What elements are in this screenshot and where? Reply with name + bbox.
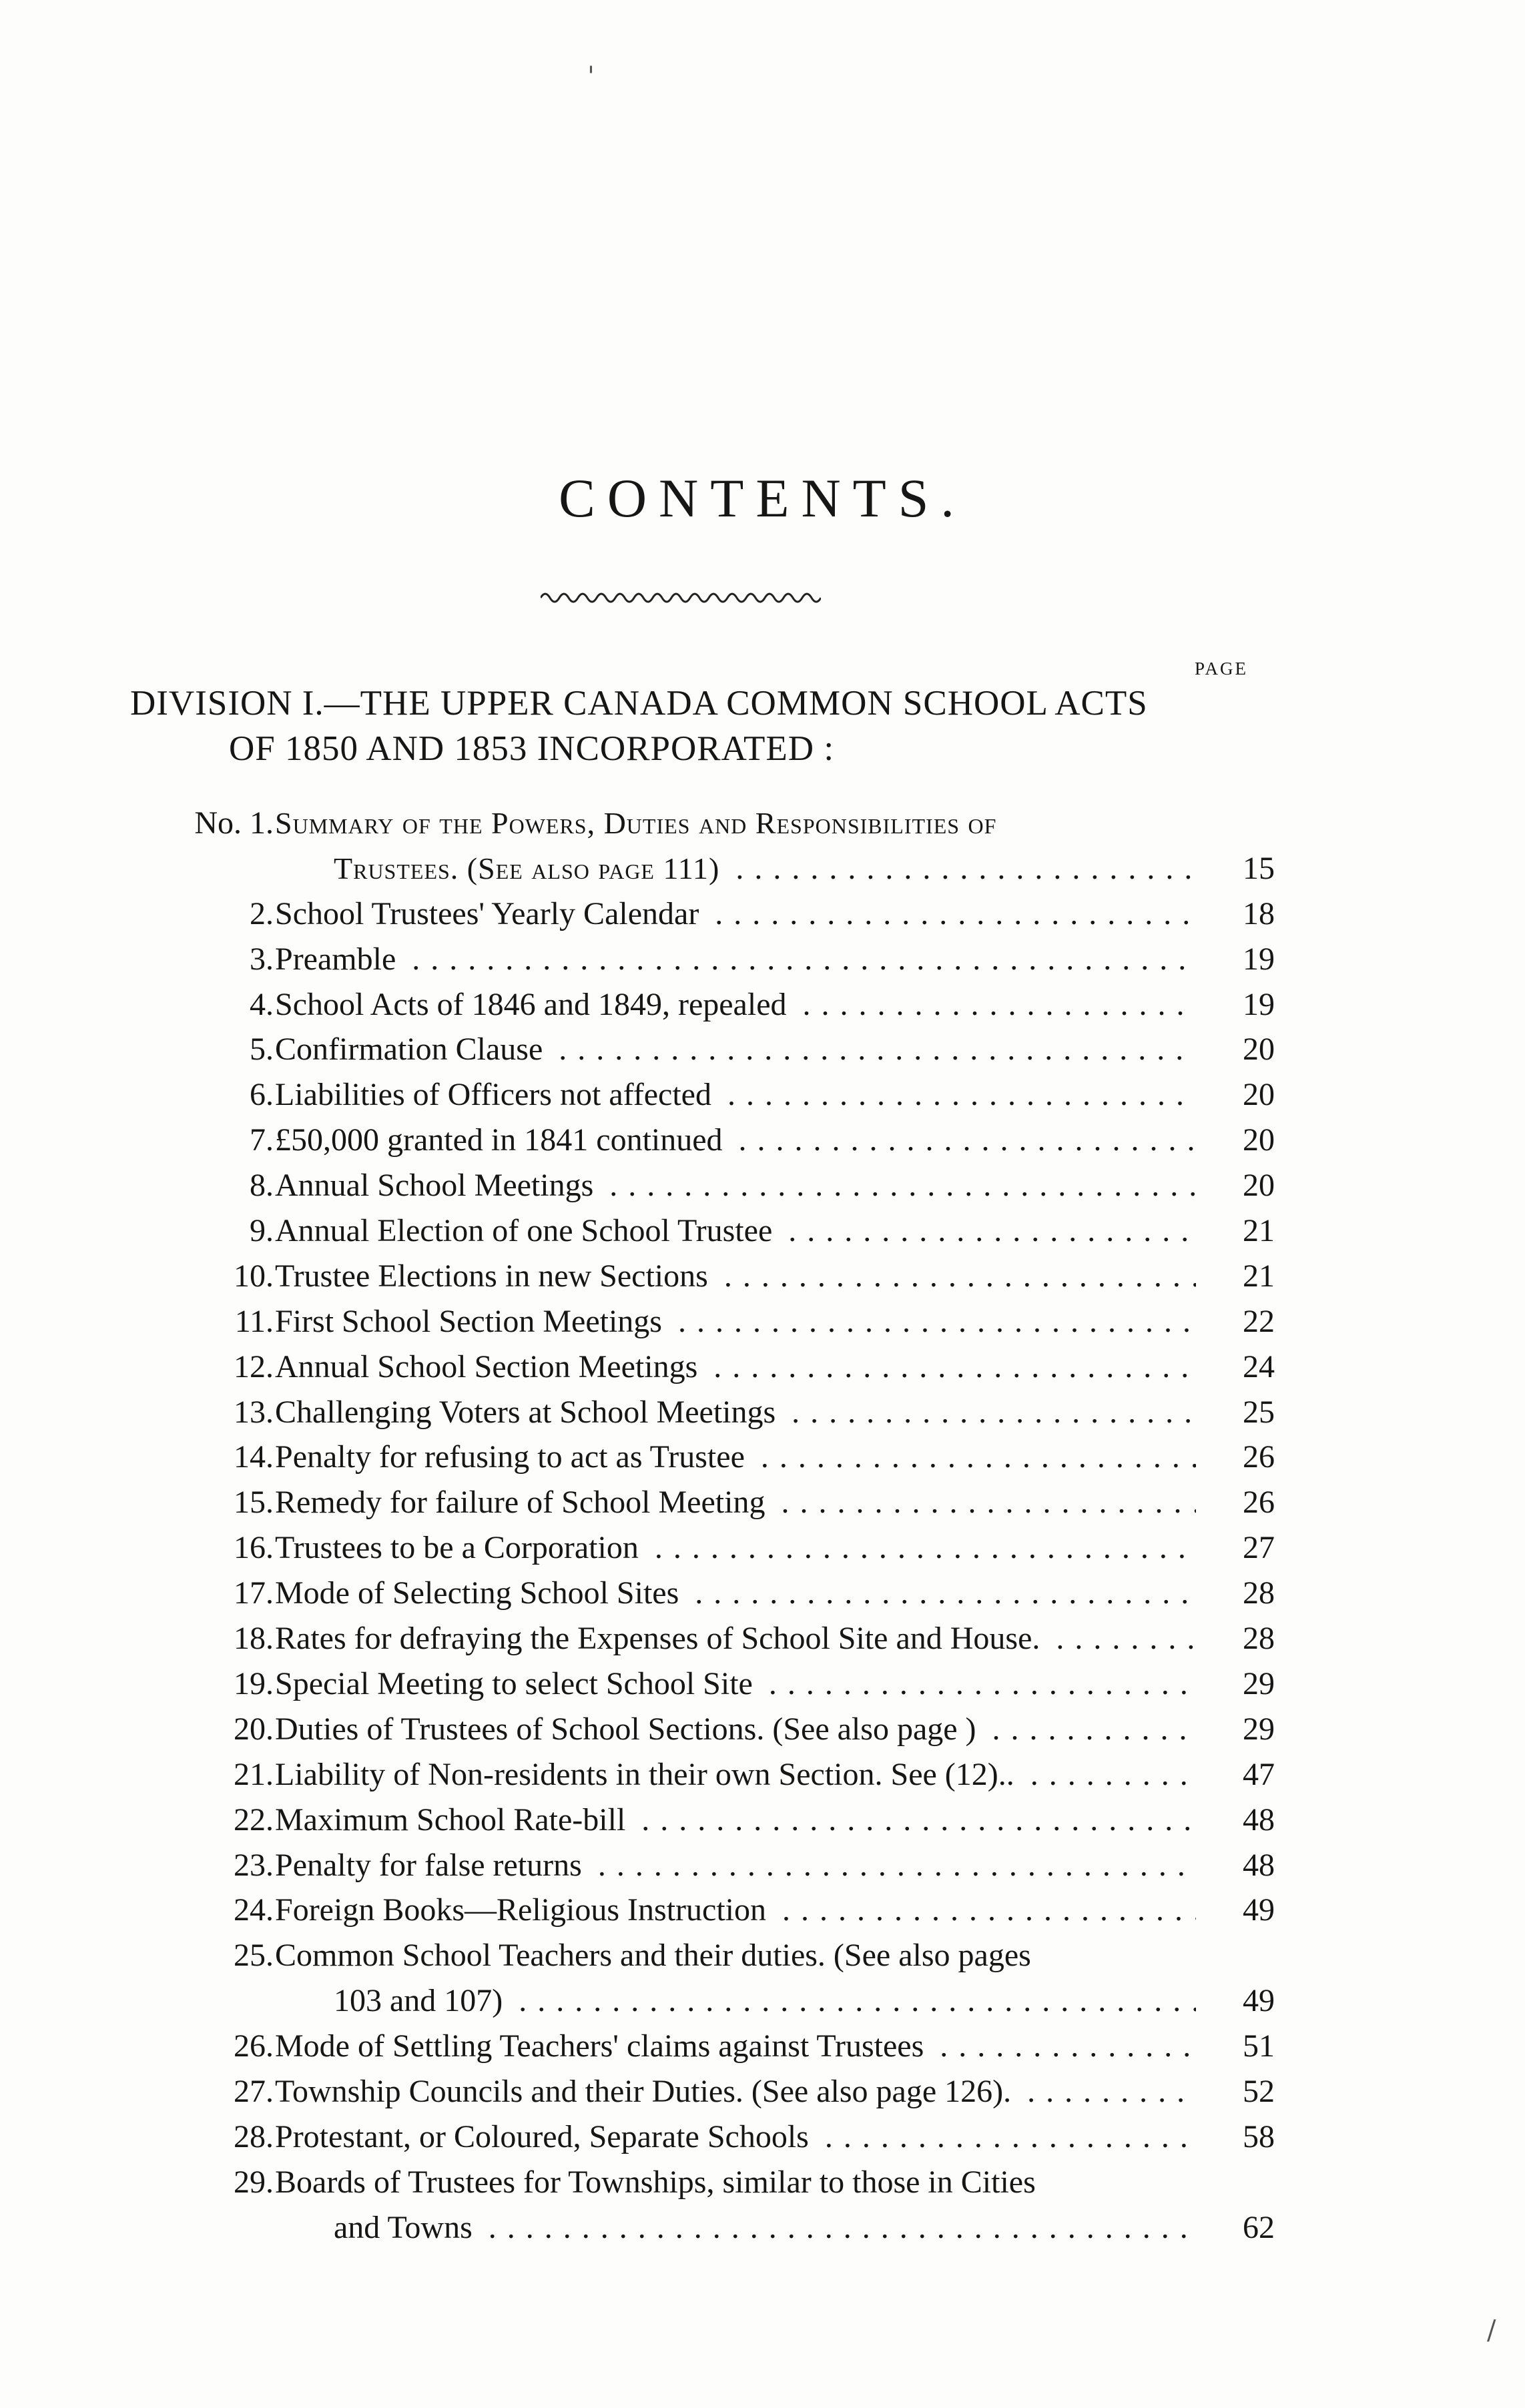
entry-page-number: 20	[1243, 1122, 1275, 1158]
entry-number: 26.	[234, 2028, 274, 2064]
entry-page-number: 20	[1243, 1077, 1275, 1113]
entry-page-number: 48	[1243, 1847, 1275, 1883]
entry-number: 12.	[234, 1348, 274, 1384]
entry-number: 3.	[250, 941, 274, 977]
entry-number: 10.	[234, 1258, 274, 1294]
entry-number: 4.	[250, 986, 274, 1022]
entry-title: First School Section Meetings	[275, 1304, 669, 1339]
entry-title: Mode of Selecting School Sites	[275, 1575, 685, 1611]
contents-entry	[0, 2069, 1525, 2114]
contents-entry	[0, 1707, 1525, 1752]
contents-entry	[0, 1208, 1525, 1254]
contents-entry	[0, 1616, 1525, 1661]
entry-title: Confirmation Clause	[275, 1032, 549, 1067]
entry-title: Penalty for refusing to act as Trustee	[275, 1439, 751, 1475]
entry-title: School Acts of 1846 and 1849, repealed	[275, 987, 794, 1022]
entry-number: 17.	[234, 1575, 274, 1611]
entry-page-number: 21	[1243, 1258, 1275, 1294]
page-column-label: PAGE	[1195, 659, 1249, 679]
entry-page-number: 62	[1243, 2209, 1275, 2245]
entry-page-number: 28	[1243, 1575, 1275, 1611]
entry-number: 13.	[234, 1394, 274, 1430]
entry-number: 28.	[234, 2118, 274, 2154]
entry-page-number: 58	[1243, 2118, 1275, 2154]
entry-number: 2.	[250, 895, 274, 931]
entry-number: 24.	[234, 1892, 274, 1928]
entry-title-continued: 103 and 107)	[334, 1983, 509, 2018]
entry-number: 22.	[234, 1801, 274, 1838]
contents-entry	[0, 1390, 1525, 1435]
entry-page-number: 19	[1243, 986, 1275, 1022]
entry-title: Special Meeting to select School Site	[275, 1666, 759, 1701]
contents-entry	[0, 1571, 1525, 1616]
entry-page-number: 48	[1243, 1801, 1275, 1838]
entry-title: Challenging Voters at School Meetings	[275, 1394, 782, 1430]
entry-page-number: 29	[1243, 1711, 1275, 1747]
entry-title-continued: Trustees. (See also page 111)	[334, 851, 726, 885]
entry-number: 8.	[250, 1168, 274, 1204]
entry-number: 15.	[234, 1485, 274, 1521]
stray-mark: '	[587, 61, 595, 92]
entry-page-number: 26	[1243, 1439, 1275, 1475]
entry-title: Annual School Section Meetings	[275, 1349, 704, 1384]
entry-number: 23.	[234, 1847, 274, 1883]
entry-title: Foreign Books—Religious Instruction	[275, 1892, 773, 1928]
entry-page-number: 47	[1243, 1756, 1275, 1792]
entry-title: Annual Election of one School Trustee	[275, 1213, 779, 1248]
entry-number: 25.	[234, 1938, 274, 1974]
entry-page-number: 49	[1243, 1892, 1275, 1928]
entry-title: Preamble	[275, 941, 402, 977]
entry-title: Protestant, or Coloured, Separate Schools	[275, 2119, 816, 2154]
entry-title: Trustee Elections in new Sections	[275, 1258, 715, 1294]
contents-entry	[0, 1254, 1525, 1299]
entry-number: 29.	[234, 2164, 274, 2200]
contents-entry	[0, 1163, 1525, 1208]
entry-page-number: 21	[1243, 1213, 1275, 1249]
division-heading-line1: DIVISION I.—THE UPPER CANADA COMMON SCHOOL ACTS	[130, 684, 1148, 723]
contents-entry	[0, 1752, 1525, 1797]
entry-title: Duties of Trustees of School Sections. (See also page )	[275, 1711, 983, 1747]
contents-entry	[0, 1843, 1525, 1888]
entry-number: No. 1.	[194, 805, 274, 841]
contents-entry	[0, 1344, 1525, 1390]
entry-number: 6.	[250, 1077, 274, 1113]
entry-number: 16.	[234, 1530, 274, 1566]
entry-page-number: 19	[1243, 941, 1275, 977]
contents-entry	[0, 1027, 1525, 1072]
entry-number: 11.	[234, 1303, 274, 1339]
entry-page-number: 24	[1243, 1348, 1275, 1384]
entry-title: Annual School Meetings	[275, 1168, 600, 1203]
entry-title: Remedy for failure of School Meeting	[275, 1485, 772, 1520]
contents-entry	[0, 1072, 1525, 1118]
contents-entry	[0, 982, 1525, 1028]
contents-list	[0, 801, 1525, 2251]
contents-entry	[0, 1435, 1525, 1480]
entry-page-number: 49	[1243, 1983, 1275, 2019]
entry-title: Summary of the Powers, Duties and Responsibilities of	[275, 806, 1003, 840]
entry-number: 18.	[234, 1621, 274, 1657]
contents-entry	[0, 2160, 1525, 2251]
contents-entry	[0, 801, 1525, 891]
entry-page-number: 20	[1243, 1168, 1275, 1204]
entry-number: 20.	[234, 1711, 274, 1747]
contents-entry	[0, 1933, 1525, 2024]
entry-title-continued: and Towns	[334, 2210, 479, 2245]
contents-entry	[0, 891, 1525, 937]
entry-number: 5.	[250, 1032, 274, 1068]
entry-title: School Trustees' Yearly Calendar	[275, 896, 705, 931]
contents-entry	[0, 2114, 1525, 2160]
entry-title: Boards of Trustees for Townships, similar to those in Cities	[275, 2164, 1042, 2200]
division-heading	[130, 681, 1265, 771]
entry-page-number: 52	[1243, 2073, 1275, 2109]
contents-entry	[0, 1525, 1525, 1571]
entry-title: Liabilities of Officers not affected	[275, 1077, 718, 1112]
entry-title: Rates for defraying the Expenses of School Site and House.	[275, 1621, 1046, 1656]
division-heading-line2: OF 1850 AND 1853 INCORPORATED :	[229, 729, 835, 768]
entry-number: 21.	[234, 1756, 274, 1792]
entry-title: £50,000 granted in 1841 continued	[275, 1122, 729, 1158]
entry-title: Maximum School Rate-bill	[275, 1802, 632, 1838]
entry-title: Penalty for false returns	[275, 1848, 589, 1883]
contents-entry	[0, 1661, 1525, 1707]
entry-page-number: 18	[1243, 895, 1275, 931]
contents-entry	[0, 1797, 1525, 1843]
entry-page-number: 15	[1243, 850, 1275, 886]
wavy-rule-ornament	[541, 586, 821, 610]
entry-title: Mode of Settling Teachers' claims against Trustees	[275, 2028, 930, 2064]
stray-mark: /	[1487, 2315, 1496, 2346]
entry-page-number: 27	[1243, 1530, 1275, 1566]
entry-page-number: 26	[1243, 1485, 1275, 1521]
contents-entry	[0, 1299, 1525, 1344]
entry-number: 27.	[234, 2073, 274, 2109]
entry-page-number: 25	[1243, 1394, 1275, 1430]
contents-entry	[0, 937, 1525, 982]
entry-title: Liability of Non-residents in their own Section. See (12)..	[275, 1757, 1021, 1792]
entry-page-number: 28	[1243, 1621, 1275, 1657]
entry-title: Common School Teachers and their duties. (See also pages	[275, 1938, 1038, 1973]
contents-entry	[0, 1480, 1525, 1525]
entry-number: 14.	[234, 1439, 274, 1475]
entry-number: 7.	[250, 1122, 274, 1158]
entry-page-number: 20	[1243, 1032, 1275, 1068]
entry-page-number: 51	[1243, 2028, 1275, 2064]
entry-title: Township Councils and their Duties. (See also page 126).	[275, 2074, 1018, 2109]
entry-number: 19.	[234, 1665, 274, 1701]
entry-page-number: 29	[1243, 1665, 1275, 1701]
entry-number: 9.	[250, 1213, 274, 1249]
contents-entry	[0, 1118, 1525, 1163]
contents-entry	[0, 2024, 1525, 2069]
contents-entry	[0, 1888, 1525, 1933]
page-title: CONTENTS.	[559, 468, 966, 528]
entry-title: Trustees to be a Corporation	[275, 1530, 645, 1565]
entry-page-number: 22	[1243, 1303, 1275, 1339]
